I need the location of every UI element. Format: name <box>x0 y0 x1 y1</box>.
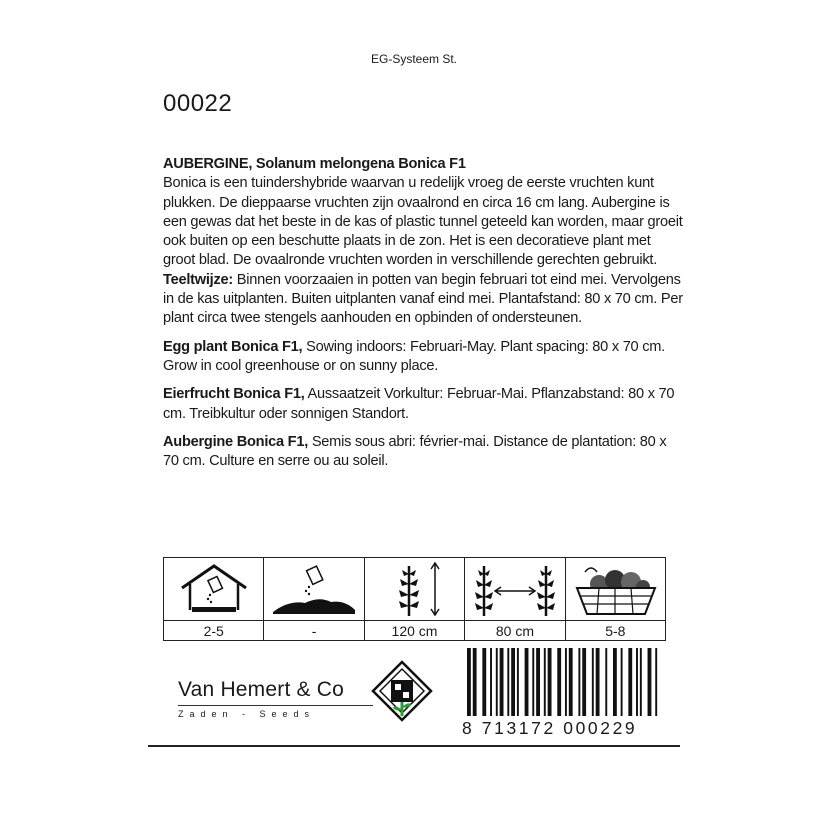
barcode-bar <box>592 648 594 716</box>
barcode-bar <box>569 648 573 716</box>
german-name: Eierfrucht Bonica F1, <box>163 386 305 403</box>
german-text: Aussaatzeit Vorkultur: Februar-Mai. Pflanzabstand: 80 x 70 cm. Treibkultur oder sonnigen Standort. <box>163 386 675 422</box>
harvest-value: 5-8 <box>605 622 626 639</box>
german-paragraph <box>163 385 683 424</box>
barcode-bar <box>511 648 515 716</box>
outdoor-value: - <box>311 622 317 639</box>
product-code: 00022 <box>163 90 233 117</box>
barcode-bar <box>578 648 580 716</box>
barcode-bar <box>525 648 529 716</box>
english-name: Egg plant Bonica F1, <box>163 338 303 355</box>
description-block <box>163 155 683 480</box>
icon-cell-greenhouse <box>164 558 264 640</box>
barcode-bar <box>490 648 492 716</box>
icon-cell-outdoor <box>264 558 364 640</box>
barcode-bar <box>655 648 657 716</box>
french-name: Aubergine Bonica F1, <box>163 433 309 450</box>
english-paragraph <box>163 338 683 377</box>
barcode <box>465 648 663 720</box>
brand-subtitle: Zaden - Seeds <box>178 709 316 720</box>
barcode-bar <box>621 648 623 716</box>
cultivation-icon-table <box>163 557 666 641</box>
height-value: 120 cm <box>391 622 438 639</box>
barcode-bar <box>517 648 519 716</box>
dutch-title: AUBERGINE, Solanum melongena Bonica F1 <box>163 156 466 172</box>
icon-cell-height <box>365 558 465 640</box>
barcode-bar <box>613 648 617 716</box>
brand-underline <box>178 705 373 706</box>
barcode-bar <box>500 648 504 716</box>
barcode-bar <box>548 648 552 716</box>
culture-text: Binnen voorzaaien in potten van begin februari tot eind mei. Vervolgens in de kas uitplanten. Buiten uitplanten vanaf eind mei. Plantafstand: 80 x 70 cm. Per plant circa twee stengels aanhouden en opbinden of ondersteunen. <box>163 271 683 327</box>
norm-label: EG-Systeem St. <box>370 52 458 66</box>
barcode-bar <box>482 648 486 716</box>
plant-height-icon <box>375 560 455 618</box>
barcode-bar <box>640 648 642 716</box>
bottom-rule <box>148 745 680 747</box>
greenhouse-sowing-icon <box>174 560 254 618</box>
dutch-paragraph <box>163 155 683 329</box>
barcode-bar <box>636 648 638 716</box>
barcode-bar <box>628 648 632 716</box>
company-logo-icon <box>371 660 433 722</box>
plant-spacing-icon <box>470 560 560 618</box>
barcode-bar <box>596 648 600 716</box>
barcode-bar <box>565 648 567 716</box>
greenhouse-value: 2-5 <box>203 622 224 639</box>
french-paragraph <box>163 433 683 472</box>
brand-block <box>178 678 373 719</box>
barcode-bar <box>557 648 561 716</box>
french-text: Semis sous abri: février-mai. Distance de plantation: 80 x 70 cm. Culture en serre ou au soleil. <box>163 433 667 470</box>
barcode-bar <box>532 648 534 716</box>
outdoor-sowing-icon <box>269 560 359 618</box>
culture-label: Teeltwijze: <box>163 271 233 288</box>
barcode-bar <box>496 648 498 716</box>
harvest-basket-icon <box>569 560 661 618</box>
dutch-description: Bonica is een tuindershybride waarvan u redelijk vroeg de eerste vruchten kunt plukken. De dieppaarse vruchten zijn ovaalrond en circa 16 cm lang. Aubergine is een gewas dat het beste in de kas of plastic tunnel geteeld kan worden, maar groeit ook buiten op een beschutte plaats in de zon. Het is een decoratieve plant met groot blad. De ovaalronde vruchten worden in verschillende gerechten gebruikt. <box>163 175 683 269</box>
barcode-bar <box>467 648 471 716</box>
icon-cell-spacing <box>465 558 565 640</box>
barcode-bar <box>536 648 540 716</box>
icon-cell-harvest <box>566 558 665 640</box>
barcode-bar <box>582 648 586 716</box>
barcode-bar <box>507 648 509 716</box>
barcode-bar <box>473 648 477 716</box>
spacing-value: 80 cm <box>495 622 534 639</box>
brand-name: Van Hemert & Co <box>178 678 345 701</box>
barcode-bar <box>544 648 546 716</box>
ean-number: 8 713172 000229 <box>462 718 638 738</box>
barcode-bar <box>605 648 607 716</box>
english-text: Sowing indoors: Februari-May. Plant spacing: 80 x 70 cm. Grow in cool greenhouse or on sunny place. <box>163 338 665 374</box>
barcode-bar <box>648 648 652 716</box>
